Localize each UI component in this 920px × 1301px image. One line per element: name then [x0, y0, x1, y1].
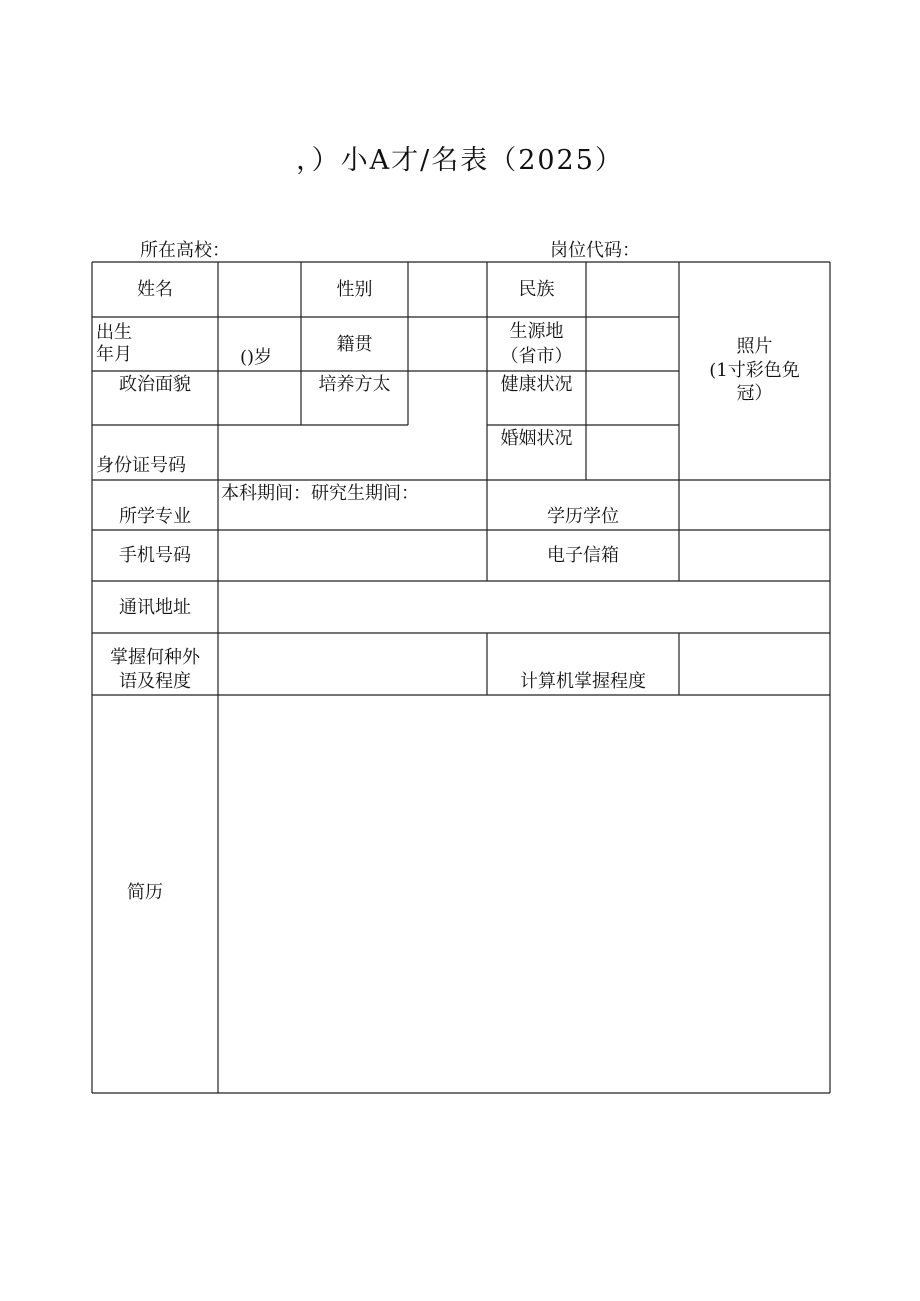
political-status-label: 政治面貌 [119, 374, 191, 395]
language-label-line1: 掌握何种外 [110, 647, 200, 668]
photo-size-note: (1寸彩色免 [709, 360, 800, 381]
computer-label: 计算机掌握程度 [520, 671, 646, 692]
birth-label-line1: 出生 [96, 322, 132, 343]
native-place-label: 籍贯 [336, 334, 373, 355]
page-title: ，）小A才/名表（2025） [296, 145, 624, 176]
degree-label: 学历学位 [547, 506, 619, 527]
major-periods-label: 本科期间：研究生期间： [221, 483, 419, 504]
language-label-line2: 语及程度 [119, 671, 191, 692]
name-label: 姓名 [137, 279, 173, 300]
address-label: 通讯地址 [119, 597, 191, 618]
school-label: 所在高校： [140, 240, 230, 261]
id-number-label: 身份证号码 [96, 455, 186, 476]
photo-size-note-cont: 冠） [736, 383, 773, 404]
origin-label-line1: 生源地 [509, 321, 564, 342]
training-mode-label: 培养方太 [318, 374, 391, 395]
age-suffix: ()岁 [240, 347, 273, 368]
birth-label-line2: 年月 [96, 344, 132, 365]
phone-label: 手机号码 [119, 545, 191, 566]
origin-label-line2: （省市） [500, 346, 573, 367]
gender-label: 性别 [336, 279, 373, 300]
photo-label: 照片 [736, 336, 773, 357]
email-label: 电子信箱 [547, 545, 619, 566]
major-label: 所学专业 [119, 506, 191, 527]
marital-label: 婚姻状况 [500, 428, 573, 449]
ethnicity-label: 民族 [518, 279, 555, 300]
health-label: 健康状况 [500, 374, 573, 395]
position-code-label: 岗位代码： [550, 240, 640, 261]
resume-label: 简历 [127, 882, 163, 903]
